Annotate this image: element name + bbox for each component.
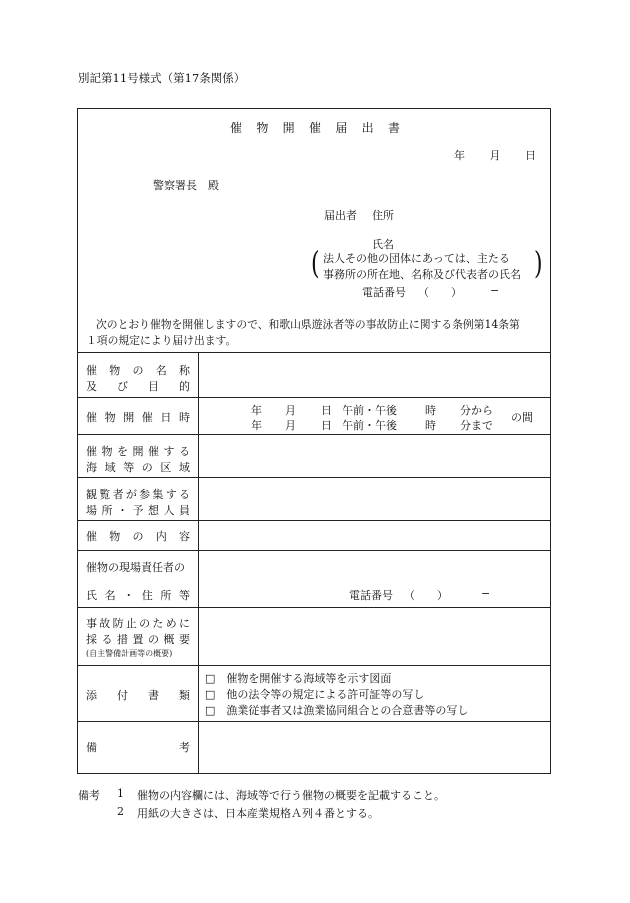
spectators-label-line1: 観 覧 者 が 参 集 す る	[86, 488, 190, 501]
footer-note-number: 2	[117, 805, 124, 818]
start-day: 日	[321, 404, 332, 417]
area-label-line1: 催 物 を 開 催 す る	[86, 445, 190, 458]
title-char: 開	[282, 121, 295, 135]
end-month: 月	[285, 419, 296, 432]
title-char: 催	[308, 121, 321, 135]
spectators-field[interactable]	[199, 478, 549, 519]
row-divider	[78, 665, 550, 666]
safety-label-line2: 採 る 措 置 の 概 要	[86, 633, 190, 646]
start-year: 年	[251, 404, 262, 417]
notification-form	[77, 108, 551, 774]
name-purpose-label-line1: 催 物 の 名 称	[86, 364, 190, 377]
name-purpose-label-line2: 及 び 目 的	[86, 380, 190, 393]
form-number-header: 別記第11号様式（第17条関係）	[78, 71, 246, 85]
applicant-phone-paren: （ ）	[418, 286, 462, 299]
remarks-label: 備 考	[86, 741, 190, 754]
safety-field[interactable]	[199, 608, 549, 664]
end-day: 日	[321, 419, 332, 432]
end-ampm: 午前・午後	[342, 419, 397, 432]
applicant-phone-dash: −	[490, 284, 500, 297]
address-label: 住所	[372, 209, 394, 222]
footer-note-text: 催物の内容欄には、海域等で行う催物の概要を記載すること。	[137, 789, 445, 802]
manager-phone-dash: −	[481, 587, 491, 600]
footer-note-number: 1	[117, 787, 124, 800]
start-minute: 分から	[460, 404, 493, 417]
title-char: 届	[335, 121, 348, 135]
name-purpose-field[interactable]	[199, 353, 549, 396]
submission-date	[454, 147, 536, 163]
manager-label-line1: 催物の現場責任者の	[86, 561, 185, 574]
intro-line2: １項の規定により届け出ます。	[86, 334, 237, 347]
bracket-right: )	[534, 246, 543, 282]
intro-line1: 次のとおり催物を開催しますので、和歌山県遊泳者等の事故防止に関する条例第14条第	[96, 318, 520, 331]
area-label-line2: 海 域 等 の 区 域	[86, 461, 190, 474]
applicant-phone-label: 電話番号	[362, 286, 406, 299]
end-hour: 時	[425, 419, 436, 432]
attachment-item-permit[interactable]: □ 他の法令等の規定による許可証等の写し	[205, 688, 425, 701]
form-title	[230, 119, 400, 136]
title-char: 書	[387, 121, 400, 135]
corp-note-line1: 法人その他の団体にあっては、主たる	[323, 252, 510, 265]
remarks-field[interactable]	[199, 722, 549, 773]
datetime-suffix: の間	[511, 411, 533, 424]
start-hour: 時	[425, 404, 436, 417]
footer-note-text: 用紙の大きさは、日本産業規格Ａ列４番とする。	[137, 807, 379, 820]
spectators-label-line2: 場 所 ・ 予 想 人 員	[86, 504, 190, 517]
safety-label-line1: 事 故 防 止 の た め に	[86, 617, 190, 630]
month-label: 月	[489, 149, 501, 162]
bracket-left: (	[311, 246, 320, 282]
attachments-label: 添 付 書 類	[86, 689, 190, 702]
year-label: 年	[454, 149, 465, 162]
footer-label: 備考	[78, 789, 100, 802]
manager-phone-label: 電話番号	[349, 589, 393, 602]
corp-note-line2: 事務所の所在地、名称及び代表者の氏名	[323, 268, 521, 281]
manager-label-line2: 氏 名 ・ 住 所 等	[86, 589, 190, 602]
applicant-label: 届出者	[324, 209, 357, 222]
day-label: 日	[525, 149, 536, 162]
start-month: 月	[285, 404, 296, 417]
attachment-item-agreement[interactable]: □ 漁業従事者又は漁業協同組合との合意書等の写し	[205, 704, 469, 717]
name-label: 氏名	[372, 238, 394, 251]
title-char: 物	[256, 121, 269, 135]
row-divider	[78, 397, 550, 398]
recipient: 警察署長 殿	[153, 179, 219, 192]
content-field[interactable]	[199, 521, 549, 549]
title-char: 催	[230, 121, 243, 135]
datetime-label: 催 物 開 催 日 時	[86, 411, 190, 424]
area-field[interactable]	[199, 435, 549, 476]
start-ampm: 午前・午後	[342, 404, 397, 417]
attachment-item-map[interactable]: □ 催物を開催する海域等を示す図面	[205, 672, 392, 685]
content-label: 催 物 の 内 容	[86, 530, 190, 543]
title-char: 出	[361, 121, 374, 135]
manager-phone-paren: （ ）	[404, 589, 448, 602]
end-year: 年	[251, 419, 262, 432]
end-minute: 分まで	[460, 419, 493, 432]
safety-note: (自主警備計画等の概要)	[86, 649, 173, 658]
